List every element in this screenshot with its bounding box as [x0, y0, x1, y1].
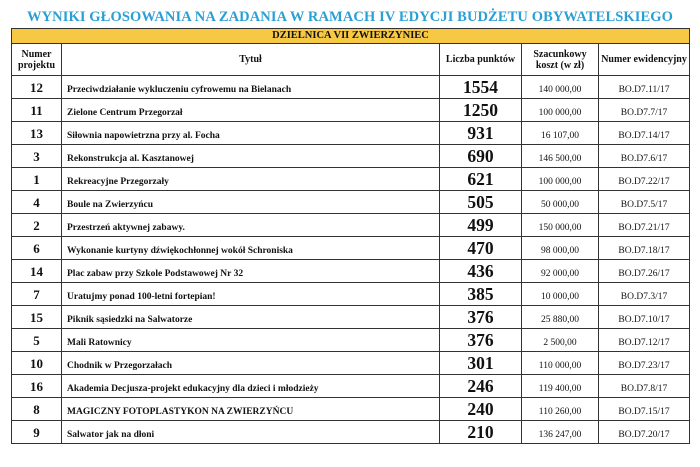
table-row: [12, 76, 690, 99]
table-row: [12, 145, 690, 168]
project-cost: 100 000,00: [522, 99, 599, 122]
project-cost: 100 000,00: [522, 168, 599, 191]
district-name: DZIELNICA VII ZWIERZYNIEC: [12, 29, 690, 44]
project-cost: 150 000,00: [522, 214, 599, 237]
header-cost: Szacunkowy koszt (w zł): [522, 44, 599, 76]
table-row: [12, 214, 690, 237]
project-points: 621: [440, 168, 522, 191]
table-row: [12, 99, 690, 122]
project-title: Zielone Centrum Przegorzał: [62, 99, 440, 122]
project-points: 931: [440, 122, 522, 145]
project-points: 1554: [440, 76, 522, 99]
project-points: 246: [440, 375, 522, 398]
table-row: [12, 191, 690, 214]
project-evid: BO.D7.6/17: [599, 145, 690, 168]
header-title: Tytuł: [62, 44, 440, 76]
project-points: 470: [440, 237, 522, 260]
project-title: Mali Ratownicy: [62, 329, 440, 352]
project-evid: BO.D7.20/17: [599, 421, 690, 444]
project-evid: BO.D7.12/17: [599, 329, 690, 352]
project-title: Rekonstrukcja al. Kasztanowej: [62, 145, 440, 168]
project-points: 210: [440, 421, 522, 444]
project-evid: BO.D7.18/17: [599, 237, 690, 260]
project-title: Rekreacyjne Przegorzały: [62, 168, 440, 191]
project-number: 14: [12, 260, 62, 283]
project-title: Plac zabaw przy Szkole Podstawowej Nr 32: [62, 260, 440, 283]
project-points: 690: [440, 145, 522, 168]
project-cost: 2 500,00: [522, 329, 599, 352]
project-evid: BO.D7.5/17: [599, 191, 690, 214]
project-number: 12: [12, 76, 62, 99]
project-points: 436: [440, 260, 522, 283]
project-number: 11: [12, 99, 62, 122]
project-title: Siłownia napowietrzna przy al. Focha: [62, 122, 440, 145]
header-points: Liczba punktów: [440, 44, 522, 76]
project-evid: BO.D7.22/17: [599, 168, 690, 191]
table-row: [12, 122, 690, 145]
project-cost: 16 107,00: [522, 122, 599, 145]
project-points: 376: [440, 329, 522, 352]
project-cost: 25 880,00: [522, 306, 599, 329]
project-cost: 136 247,00: [522, 421, 599, 444]
project-title: Boule na Zwierzyńcu: [62, 191, 440, 214]
project-points: 301: [440, 352, 522, 375]
project-number: 15: [12, 306, 62, 329]
table-row: [12, 421, 690, 444]
project-number: 4: [12, 191, 62, 214]
project-cost: 146 500,00: [522, 145, 599, 168]
project-evid: BO.D7.14/17: [599, 122, 690, 145]
table-header-row: [12, 44, 690, 76]
table-row: [12, 375, 690, 398]
project-points: 385: [440, 283, 522, 306]
project-number: 13: [12, 122, 62, 145]
project-number: 16: [12, 375, 62, 398]
project-cost: 10 000,00: [522, 283, 599, 306]
project-number: 5: [12, 329, 62, 352]
project-evid: BO.D7.8/17: [599, 375, 690, 398]
project-title: Akademia Decjusza-projekt edukacyjny dla dzieci i młodzieży: [62, 375, 440, 398]
project-cost: 119 400,00: [522, 375, 599, 398]
project-evid: BO.D7.11/17: [599, 76, 690, 99]
project-title: Wykonanie kurtyny dźwiękochłonnej wokół Schroniska: [62, 237, 440, 260]
document-title: WYNIKI GŁOSOWANIA NA ZADANIA W RAMACH IV EDYCJI BUDŻETU OBYWATELSKIEGO: [26, 9, 674, 25]
project-number: 3: [12, 145, 62, 168]
project-points: 1250: [440, 99, 522, 122]
project-cost: 92 000,00: [522, 260, 599, 283]
header-evid: Numer ewidencyjny: [599, 44, 690, 76]
table-row: [12, 306, 690, 329]
project-evid: BO.D7.26/17: [599, 260, 690, 283]
project-number: 7: [12, 283, 62, 306]
project-title: MAGICZNY FOTOPLASTYKON NA ZWIERZYŃCU: [62, 398, 440, 421]
project-evid: BO.D7.15/17: [599, 398, 690, 421]
results-table: [11, 28, 690, 444]
table-row: [12, 329, 690, 352]
table-row: [12, 283, 690, 306]
project-number: 2: [12, 214, 62, 237]
project-number: 6: [12, 237, 62, 260]
project-evid: BO.D7.7/17: [599, 99, 690, 122]
project-cost: 110 000,00: [522, 352, 599, 375]
table-row: [12, 260, 690, 283]
project-cost: 110 260,00: [522, 398, 599, 421]
project-evid: BO.D7.21/17: [599, 214, 690, 237]
project-points: 240: [440, 398, 522, 421]
project-cost: 98 000,00: [522, 237, 599, 260]
project-points: 505: [440, 191, 522, 214]
header-number: Numer projektu: [12, 44, 62, 76]
project-title: Salwator jak na dłoni: [62, 421, 440, 444]
project-evid: BO.D7.3/17: [599, 283, 690, 306]
project-number: 8: [12, 398, 62, 421]
project-title: Uratujmy ponad 100-letni fortepian!: [62, 283, 440, 306]
project-number: 9: [12, 421, 62, 444]
project-cost: 50 000,00: [522, 191, 599, 214]
project-title: Chodnik w Przegorzałach: [62, 352, 440, 375]
project-title: Przestrzeń aktywnej zabawy.: [62, 214, 440, 237]
table-row: [12, 352, 690, 375]
project-number: 1: [12, 168, 62, 191]
project-cost: 140 000,00: [522, 76, 599, 99]
table-row: [12, 168, 690, 191]
project-evid: BO.D7.23/17: [599, 352, 690, 375]
project-title: Piknik sąsiedzki na Salwatorze: [62, 306, 440, 329]
table-row: [12, 237, 690, 260]
project-number: 10: [12, 352, 62, 375]
project-title: Przeciwdziałanie wykluczeniu cyfrowemu na Bielanach: [62, 76, 440, 99]
district-band: [12, 29, 690, 44]
project-evid: BO.D7.10/17: [599, 306, 690, 329]
project-points: 376: [440, 306, 522, 329]
table-row: [12, 398, 690, 421]
project-points: 499: [440, 214, 522, 237]
